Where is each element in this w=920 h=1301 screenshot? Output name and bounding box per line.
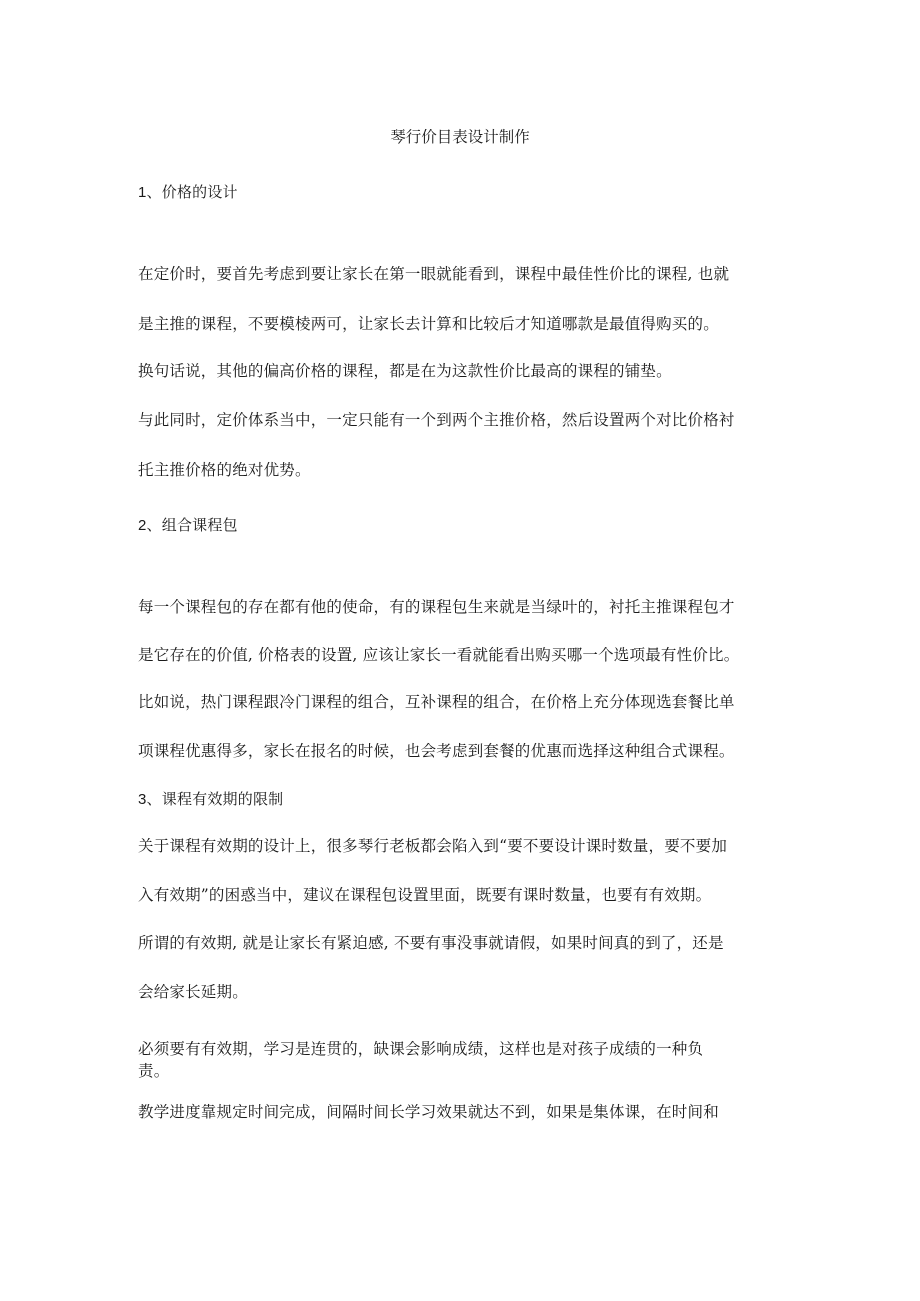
paragraph-line: 所谓的有效期, 就是让家长有紧迫感, 不要有事没事就请假，如果时间真的到了，还是 (138, 934, 724, 952)
paragraph-line: 是主推的课程，不要模棱两可，让家长去计算和比较后才知道哪款是最值得购买的。 (138, 315, 719, 333)
paragraph-line: 项课程优惠得多，家长在报名的时候，也会考虑到套餐的优惠而选择这种组合式课程。 (138, 742, 735, 760)
section-heading-1: 1、价格的设计 (138, 184, 238, 201)
paragraph-line: 是它存在的价值, 价格表的设置, 应该让家长一看就能看出购买哪一个选项最有性价比。 (138, 646, 740, 664)
paragraph-line: 责。 (138, 1062, 170, 1080)
paragraph-line: 在定价时，要首先考虑到要让家长在第一眼就能看到，课程中最佳性价比的课程, 也就 (138, 265, 730, 283)
paragraph-line: 会给家长延期。 (138, 983, 248, 1001)
paragraph-line: 必须要有有效期，学习是连贯的，缺课会影响成绩，这样也是对孩子成绩的一种负 (138, 1040, 704, 1058)
paragraph-line: 托主推价格的绝对优势。 (138, 461, 311, 479)
paragraph-line: 换句话说，其他的偏高价格的课程，都是在为这款性价比最高的课程的铺垫。 (138, 362, 672, 380)
paragraph-line: 比如说，热门课程跟冷门课程的组合，互补课程的组合，在价格上充分体现选套餐比单 (138, 693, 735, 711)
paragraph-line: 入有效期”的困惑当中，建议在课程包设置里面，既要有课时数量，也要有有效期。 (138, 886, 712, 904)
paragraph-line: 与此同时，定价体系当中，一定只能有一个到两个主推价格，然后设置两个对比价格衬 (138, 411, 735, 429)
section-heading-3: 3、课程有效期的限制 (138, 791, 284, 808)
paragraph-line: 每一个课程包的存在都有他的使命，有的课程包生来就是当绿叶的，衬托主推课程包才 (138, 598, 735, 616)
section-heading-2: 2、组合课程包 (138, 517, 238, 534)
paragraph-line: 教学进度靠规定时间完成，间隔时间长学习效果就达不到，如果是集体课，在时间和 (138, 1103, 719, 1121)
paragraph-line: 关于课程有效期的设计上，很多琴行老板都会陷入到“要不要设计课时数量，要不要加 (138, 837, 728, 855)
document-title: 琴行价目表设计制作 (390, 128, 530, 146)
